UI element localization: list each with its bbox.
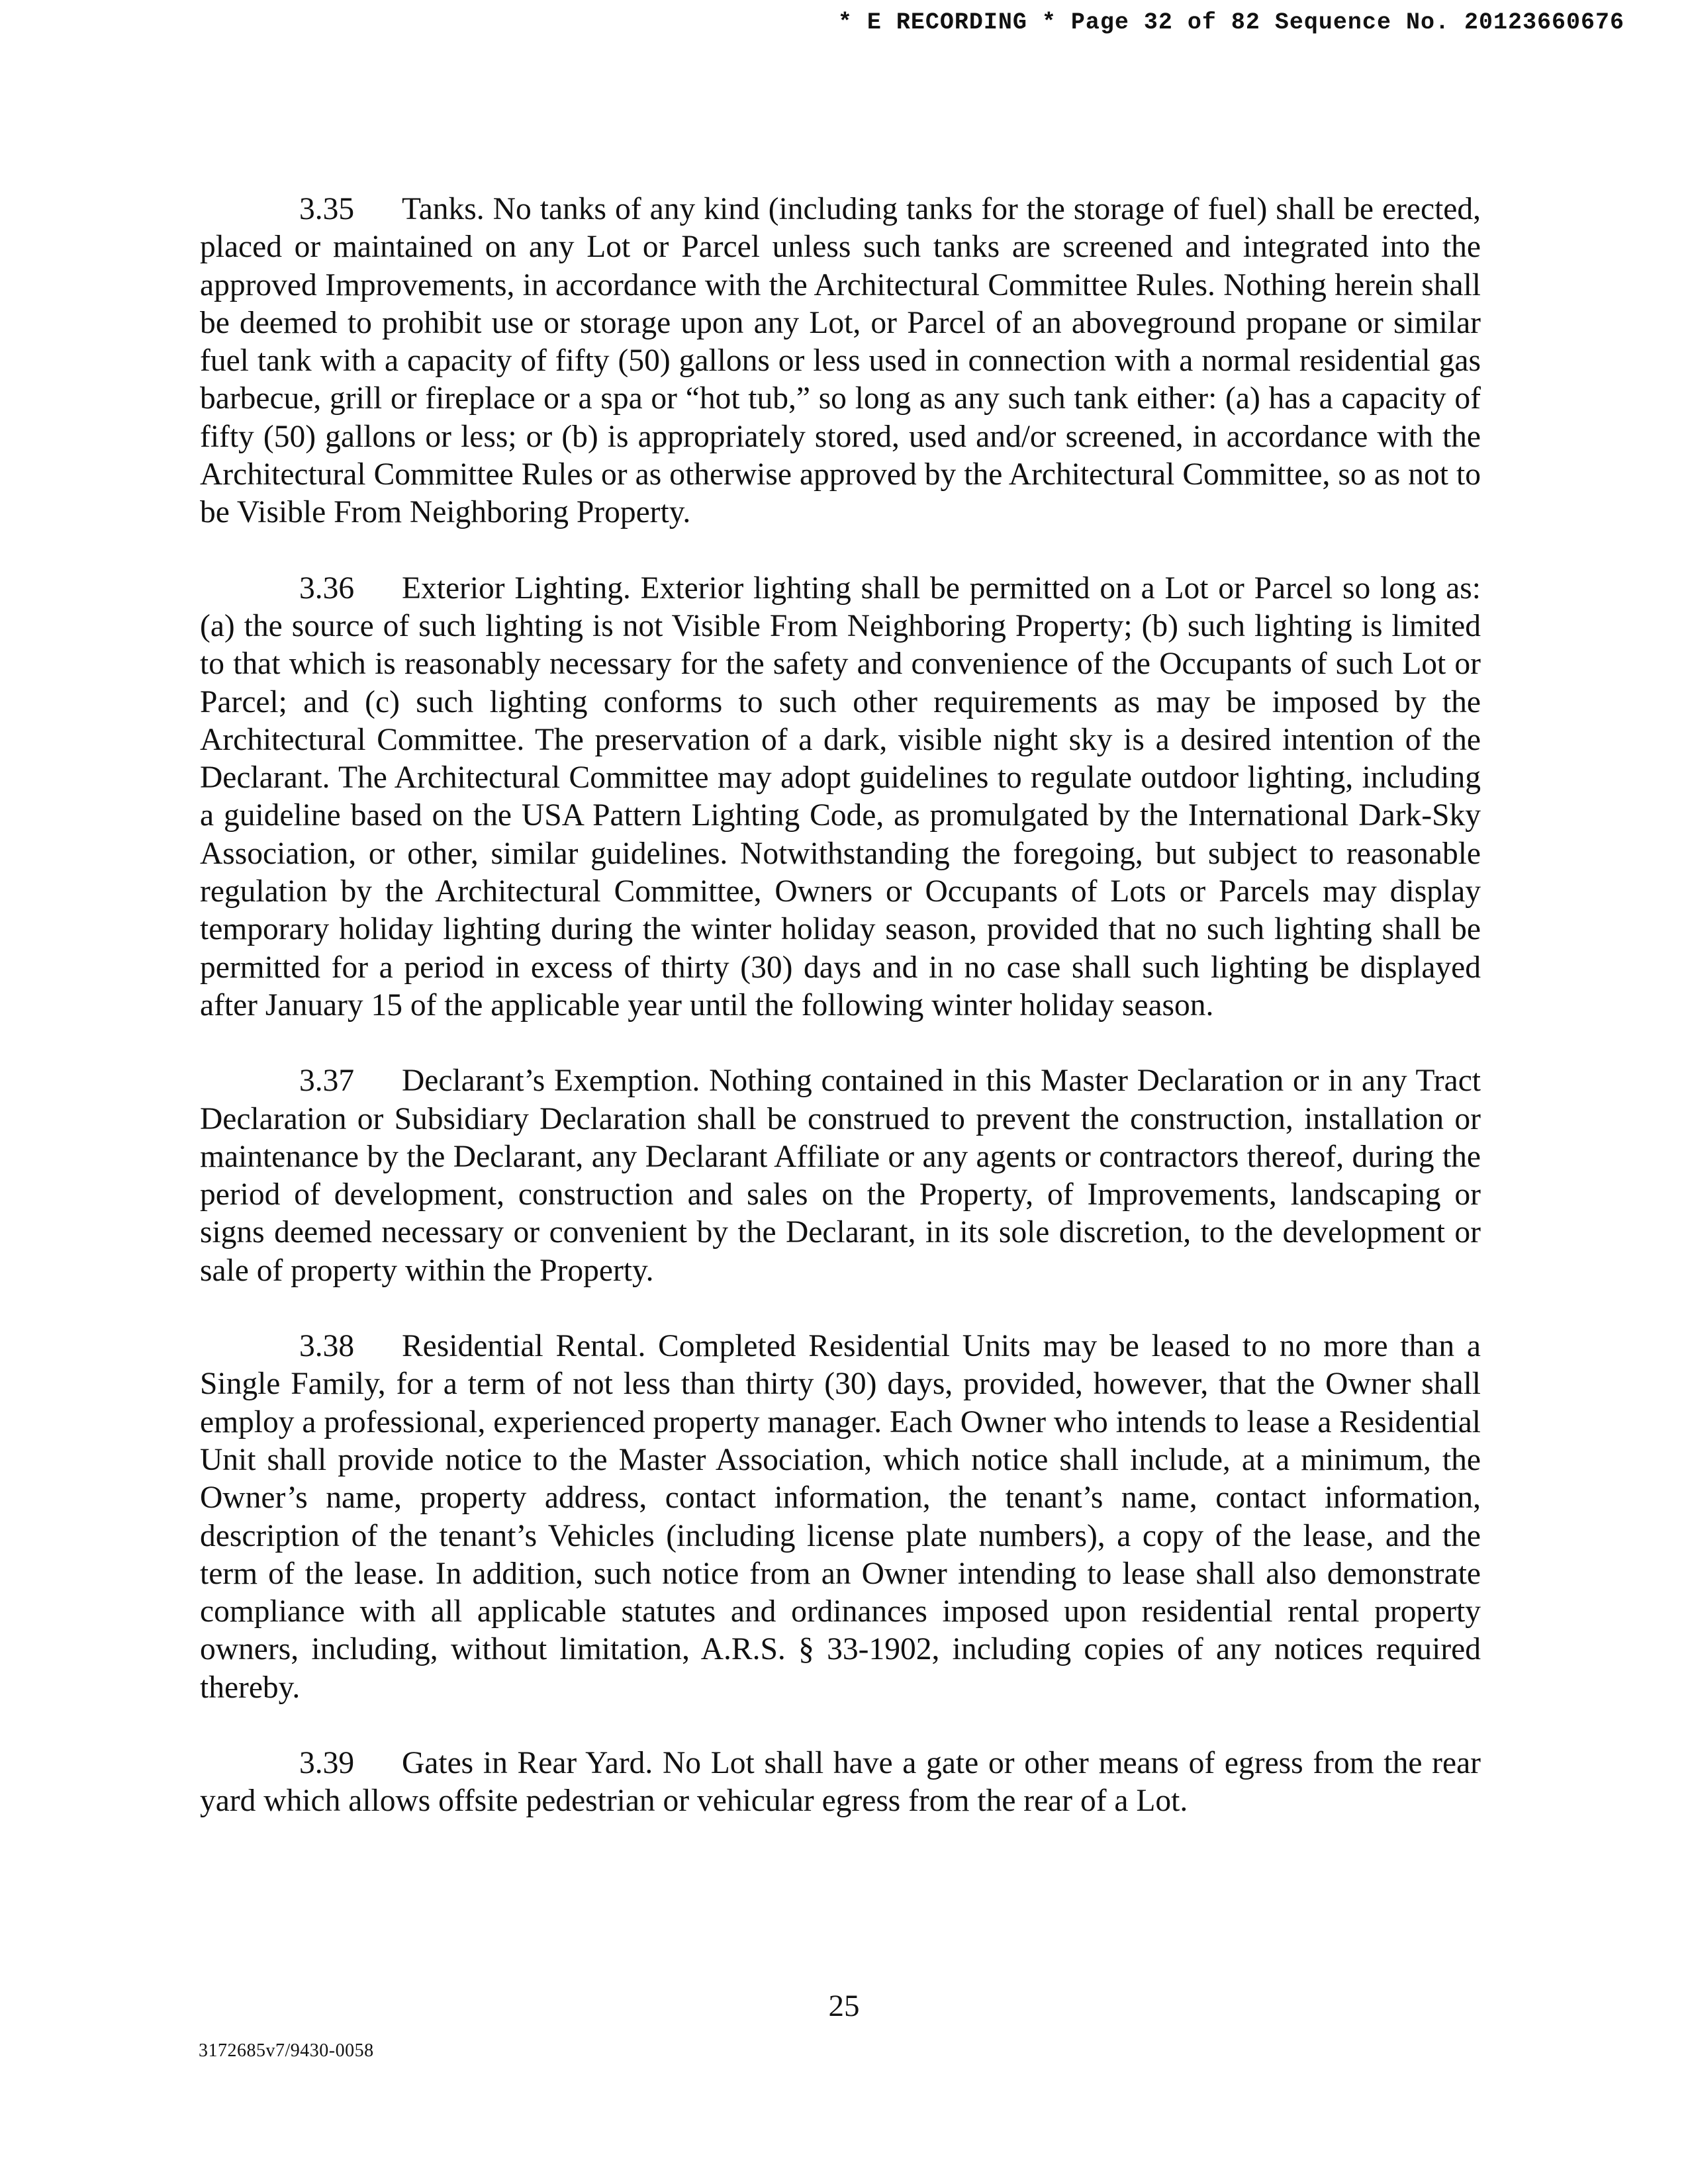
recording-header: * E RECORDING * Page 32 of 82 Sequence No. 20123660676	[837, 9, 1624, 36]
section-text: Tanks. No tanks of any kind (including tanks for the storage of fuel) shall be erected, placed or maintained on any Lot or Parcel unless such tanks are screened and integrated into the approved Improvements, in accordance with the Architectural Committee Rules. Nothing herein shall be deemed to prohibit use or storage upon any Lot, or Parcel of an aboveground propane or similar fuel tank with a capacity of fifty (50) gallons or less used in connection with a normal residential gas barbecue, grill or fireplace or a spa or “hot tub,” so long as any such tank either: (a) has a capacity of fifty (50) gallons or less; or (b) is appropriately stored, used and/or screened, in accordance with the Architectural Committee Rules or as otherwise approved by the Architectural Committee, so as not to be Visible From Neighboring Property.	[200, 192, 1481, 530]
section-3-38	[200, 1328, 1481, 1707]
section-3-37	[200, 1062, 1481, 1290]
document-body	[200, 191, 1481, 1858]
section-number: 3.39	[299, 1745, 355, 1780]
section-3-39	[200, 1745, 1481, 1821]
section-number: 3.38	[299, 1329, 355, 1364]
section-text: Exterior Lighting. Exterior lighting shall be permitted on a Lot or Parcel so long as: (a) the source of such lighting is not Visible From Neighboring Property; (b) such lighting is limited to that which is reasonably necessary for the safety and convenience of the Occupants of such Lot or Parcel; and (c) such lighting conforms to such other requirements as may be imposed by the Architectural Committee. The preservation of a dark, visible night sky is a desired intention of the Declarant. The Architectural Committee may adopt guidelines to regulate outdoor lighting, including a guideline based on the USA Pattern Lighting Code, as promulgated by the International Dark-Sky Association, or other, similar guidelines. Notwithstanding the foregoing, but subject to reasonable regulation by the Architectural Committee, Owners or Occupants of Lots or Parcels may display temporary holiday lighting during the winter holiday season, provided that no such lighting shall be permitted for a period in excess of thirty (30) days and in no case shall such lighting be displayed after January 15 of the applicable year until the following winter holiday season.	[200, 570, 1481, 1023]
section-3-36	[200, 570, 1481, 1025]
section-number: 3.35	[299, 192, 355, 226]
section-3-35	[200, 191, 1481, 532]
section-text: Residential Rental. Completed Residential Units may be leased to no more than a Single Family, for a term of not less than thirty (30) days, provided, however, that the Owner shall employ a professional, experienced property manager. Each Owner who intends to lease a Residential Unit shall provide notice to the Master Association, which notice shall include, at a minimum, the Owner’s name, property address, contact information, the tenant’s name, contact information, description of the tenant’s Vehicles (including license plate numbers), a copy of the lease, and the term of the lease. In addition, such notice from an Owner intending to lease shall also demonstrate compliance with all applicable statutes and ordinances imposed upon residential rental property owners, including, without limitation, A.R.S. § 33-1902, including copies of any notices required thereby.	[200, 1329, 1481, 1705]
document-id: 3172685v7/9430-0058	[199, 2040, 374, 2061]
section-number: 3.37	[299, 1064, 355, 1099]
page-number: 25	[828, 1989, 860, 2023]
section-text: Declarant’s Exemption. Nothing contained in this Master Declaration or in any Tract Declaration or Subsidiary Declaration shall be construed to prevent the construction, installation or maintenance by the Declarant, any Declarant Affiliate or any agents or contractors thereof, during the period of development, construction and sales on the Property, of Improvements, landscaping or signs deemed necessary or convenient by the Declarant, in its sole discretion, to the development or sale of property within the Property.	[200, 1064, 1481, 1288]
section-number: 3.36	[299, 570, 355, 606]
section-text: Gates in Rear Yard. No Lot shall have a gate or other means of egress from the rear yard which allows offsite pedestrian or vehicular egress from the rear of a Lot.	[200, 1745, 1481, 1819]
